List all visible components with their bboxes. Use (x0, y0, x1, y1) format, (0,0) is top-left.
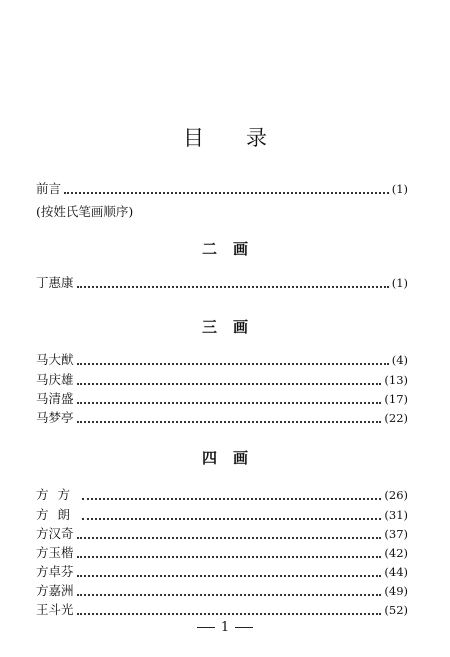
toc-entry[interactable] (36, 525, 408, 543)
entry-page: (52) (384, 603, 408, 617)
toc-entry[interactable] (36, 486, 408, 504)
section-heading-4: 四 画 (201, 449, 249, 467)
toc-entry[interactable] (36, 351, 408, 369)
dot-leader (64, 192, 389, 194)
entry-name: 方方 (36, 487, 80, 502)
entry-page: (22) (384, 411, 408, 425)
section-heading-2: 二 画 (201, 240, 249, 258)
entry-name: 方汉奇 (36, 526, 74, 541)
entry-page: (13) (384, 373, 408, 387)
toc-entry[interactable] (36, 582, 408, 600)
dot-leader (77, 363, 389, 365)
dot-leader (77, 575, 382, 577)
entry-name: 前言 (36, 181, 62, 196)
entry-page: (44) (384, 565, 408, 579)
entry-name: 丁惠康 (36, 275, 74, 290)
toc-entry[interactable] (36, 563, 408, 581)
entry-name: 方朗 (36, 507, 80, 522)
entry-page: (1) (391, 182, 408, 196)
entry-name: 方嘉洲 (36, 583, 74, 598)
toc-entry[interactable] (36, 409, 408, 427)
entry-name: 王斗光 (36, 602, 74, 617)
entry-page: (37) (384, 527, 408, 541)
entry-page: (49) (384, 584, 408, 598)
entry-page: (17) (384, 392, 408, 406)
dot-leader (77, 613, 382, 615)
entry-page: (4) (391, 353, 408, 367)
footer-dash-right (235, 627, 253, 628)
toc-entry[interactable] (36, 274, 408, 292)
entry-name: 马庆雄 (36, 372, 74, 387)
dot-leader (77, 383, 382, 385)
dot-leader (77, 286, 389, 288)
footer-dash-left (197, 627, 215, 628)
entry-name: 方玉楷 (36, 545, 74, 560)
toc-entry[interactable] (36, 506, 408, 524)
page-title (0, 122, 450, 148)
toc-entry-preface[interactable] (36, 180, 408, 198)
toc-entry[interactable] (36, 390, 408, 408)
entry-page: (26) (384, 488, 408, 502)
entry-name: 马清盛 (36, 391, 74, 406)
entry-name: 马梦亭 (36, 410, 74, 425)
page-footer (0, 620, 450, 635)
entry-page: (1) (391, 276, 408, 290)
title-char-2: 录 (246, 126, 267, 150)
entry-page: (42) (384, 546, 408, 560)
toc-entry[interactable] (36, 601, 408, 619)
page-number: 1 (220, 620, 230, 635)
dot-leader (77, 594, 382, 596)
title-char-1: 目 (183, 126, 204, 150)
dot-leader (77, 421, 382, 423)
entry-name: 马大猷 (36, 352, 74, 367)
entry-name: 方卓芬 (36, 564, 74, 579)
entry-page: (31) (384, 508, 408, 522)
toc-entry[interactable] (36, 371, 408, 389)
ordering-note: (按姓氏笔画顺序) (36, 204, 134, 219)
section-heading-3: 三 画 (201, 318, 249, 336)
dot-leader (82, 518, 381, 520)
toc-entry[interactable] (36, 544, 408, 562)
dot-leader (82, 498, 381, 500)
dot-leader (77, 556, 382, 558)
dot-leader (77, 402, 382, 404)
dot-leader (77, 537, 382, 539)
